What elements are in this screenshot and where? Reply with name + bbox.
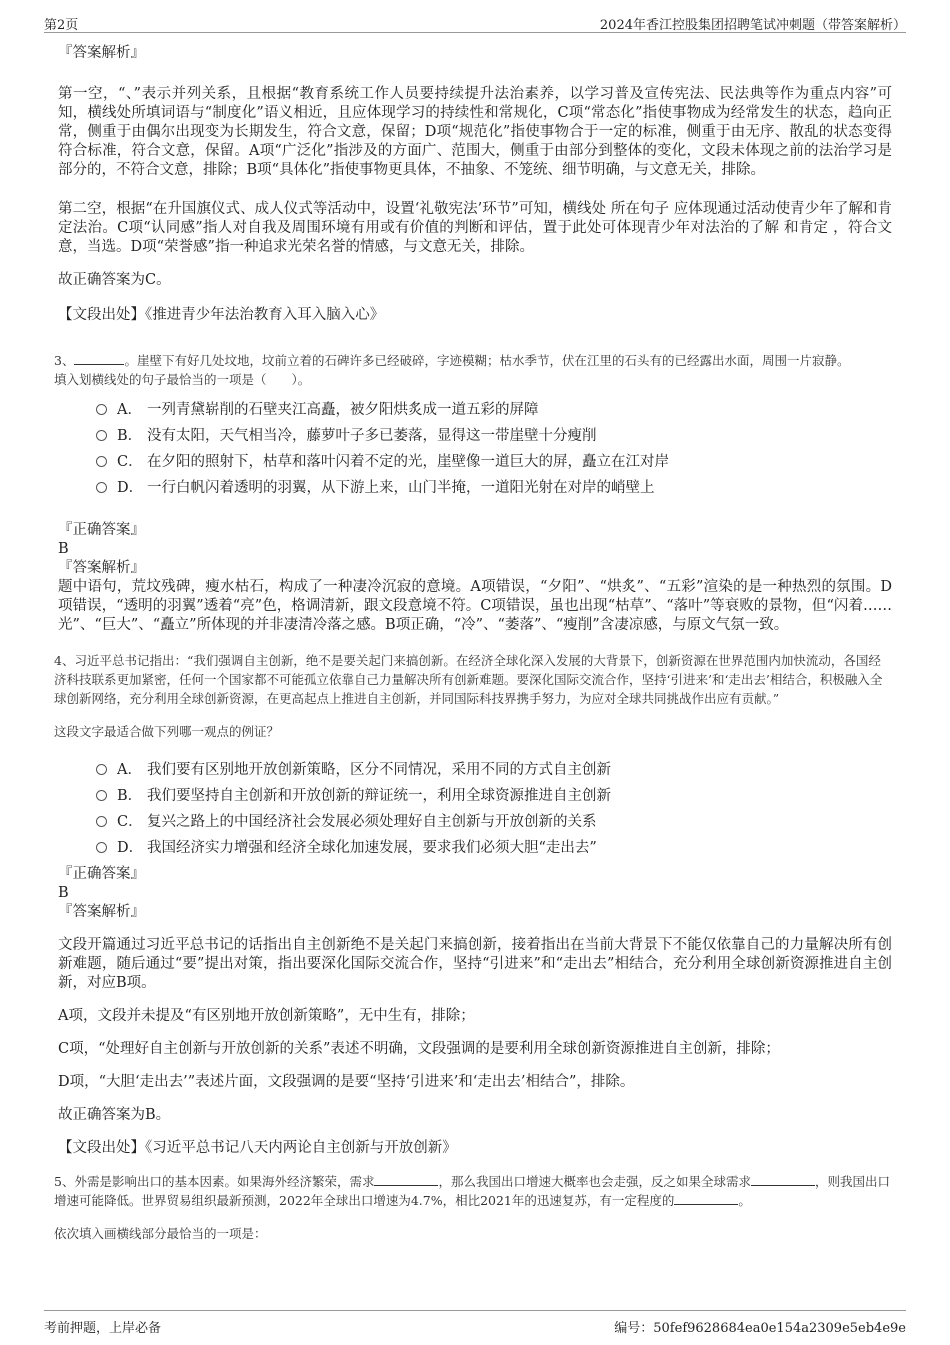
question-4-stem: 4、习近平总书记指出：“我们强调自主创新，绝不是要关起门来搞创新。在经济全球化深入发展的大背景下，创新资源在世界范围内加快流动，各国经济科技联系更加紧密，任何一个国家都不可能孤立依靠自己力量解决所有创新难题。要深化国际交流合作，坚持‘引进来’和‘走出去’相结合，积极融入全球创新网络，充分利用全球创新资源，在更高起点上推进自主创新，并同国际科技界携手努力，为应对全球共同挑战作出应有贡献。” xyxy=(54,653,883,706)
analysis-paragraph: C项，“处理好自主创新与开放创新的关系”表述不明确，文段强调的是要利用全球创新资源推进自主创新，排除； xyxy=(58,1041,780,1057)
question-5-prompt: 依次填入画横线部分最恰当的一项是： xyxy=(54,1226,267,1241)
source-citation: 【文段出处】《推进青少年法治教育入耳入脑入心》 xyxy=(58,307,385,323)
answer-statement: 故正确答案为C。 xyxy=(58,272,171,288)
option-a[interactable]: A． 我们要有区别地开放创新策略，区分不同情况，采用不同的方式自主创新 xyxy=(96,755,892,781)
correct-answer: B xyxy=(58,885,69,901)
fill-blank xyxy=(374,1173,438,1186)
page-number: 第2页 xyxy=(44,18,79,33)
answer-statement: 故正确答案为B。 xyxy=(58,1107,171,1123)
analysis-paragraph: 文段开篇通过习近平总书记的话指出自主创新绝不是关起门来搞创新，接着指出在当前大背景下不能仅依靠自己的力量解决所有创新难题，随后通过“要”提出对策，指出要深化国际交流合作，坚持“引进来”和“走出去”相结合，充分利用全球创新资源推进自主创新，对应B项。 xyxy=(58,937,892,991)
radio-icon[interactable] xyxy=(96,456,107,467)
fill-blank xyxy=(674,1192,738,1205)
fill-blank xyxy=(74,352,124,365)
option-b[interactable]: B． 我们要坚持自主创新和开放创新的辩证统一，利用全球资源推进自主创新 xyxy=(96,781,892,807)
analysis-label: 『答案解析』 xyxy=(58,45,145,61)
page-content xyxy=(54,44,892,1249)
footer-slogan: 考前押题，上岸必备 xyxy=(44,1321,162,1336)
radio-icon[interactable] xyxy=(96,790,107,801)
option-b[interactable]: B． 没有太阳，天气相当冷，藤萝叶子多已萎落，显得这一带崖壁十分瘦削 xyxy=(96,421,892,447)
analysis-paragraph: D项，“大胆‘走出去’”表述片面，文段强调的是要“坚持‘引进来’和‘走出去’相结合”，排除。 xyxy=(58,1074,635,1090)
question-4-options xyxy=(58,755,892,859)
option-a[interactable]: A． 一列青黛崭削的石壁夹江高矗，被夕阳烘炙成一道五彩的屏障 xyxy=(96,395,892,421)
question-4-prompt: 这段文字最适合做下列哪一观点的例证？ xyxy=(54,724,280,739)
analysis-paragraph: 题中语句，荒坟残碑，瘦水枯石，构成了一种凄冷沉寂的意境。A项错误，“夕阳”、“烘炙”、“五彩”渲染的是一种热烈的氛围。D项错误，“透明的羽翼”透着“亮”色，格调清新，跟文段意境不符。C项错误，虽也出现“枯草”、“落叶”等衰败的景物，但“闪着……光”、“巨大”、“矗立”所体现的并非凄清冷落之感。B项正确，“冷”、“萎落”、“瘦削”含凄凉感，与原文气氛一致。 xyxy=(58,579,892,633)
document-title: 2024年香江控股集团招聘笔试冲刺题（带答案解析） xyxy=(599,18,906,33)
analysis-paragraph: A项，文段并未提及“有区别地开放创新策略”，无中生有，排除； xyxy=(58,1008,475,1024)
radio-icon[interactable] xyxy=(96,482,107,493)
page-footer xyxy=(44,1310,906,1335)
radio-icon[interactable] xyxy=(96,764,107,775)
analysis-label: 『答案解析』 xyxy=(58,904,145,920)
document-id: 编号：50fef9628684ea0e154a2309e5eb4e9e xyxy=(614,1321,906,1336)
option-c[interactable]: C． 复兴之路上的中国经济社会发展必须处理好自主创新与开放创新的关系 xyxy=(96,807,892,833)
question-3-options xyxy=(58,395,892,499)
option-d[interactable]: D． 我国经济实力增强和经济全球化加速发展，要求我们必须大胆“走出去” xyxy=(96,833,892,859)
analysis-paragraph: 第一空，“、”表示并列关系，且根据“教育系统工作人员要持续提升法治素养，以学习普及宣传宪法、民法典等作为重点内容”可知，横线处所填词语与“制度化”语义相近，且应体现学习的持续性和常规化，C项“常态化”指使事物成为经常发生的状态，趋向正常，侧重于由偶尔出现变为长期发生，符合文意，保留；D项“规范化”指使事物合于一定的标准，侧重于由无序、散乱的状态变得符合标准，符合文意，保留。A项“广泛化”指涉及的方面广、范围大，侧重于由部分到整体的变化，文段未体现之前的法治学习是部分的，不符合文意，排除；B项“具体化”指使事物更具体，不抽象、不笼统、细节明确，与文意无关，排除。 xyxy=(58,86,892,178)
page-header xyxy=(44,12,906,33)
radio-icon[interactable] xyxy=(96,404,107,415)
fill-blank xyxy=(751,1173,815,1186)
correct-answer-label: 『正确答案』 xyxy=(58,522,145,538)
question-5-stem: 5、外需是影响出口的基本因素。如果海外经济繁荣，需求 ，那么我国出口增速大概率也会走强，反之如果全球需求 ，则我国出口增速可能降低。世界贸易组织最新预测，2022年全球出口增速为4.7%，相比2021年的迅速复苏，有一定程度的 。 xyxy=(54,1174,890,1208)
radio-icon[interactable] xyxy=(96,430,107,441)
question-3-prompt: 填入划横线处的句子最恰当的一项是（ ）。 xyxy=(54,372,311,387)
option-c[interactable]: C． 在夕阳的照射下，枯草和落叶闪着不定的光，崖壁像一道巨大的屏，矗立在江对岸 xyxy=(96,447,892,473)
correct-answer-label: 『正确答案』 xyxy=(58,866,145,882)
correct-answer: B xyxy=(58,541,69,557)
option-d[interactable]: D． 一行白帆闪着透明的羽翼，从下游上来，山门半掩，一道阳光射在对岸的峭壁上 xyxy=(96,473,892,499)
analysis-label: 『答案解析』 xyxy=(58,560,145,576)
source-citation: 【文段出处】《习近平总书记八天内两论自主创新与开放创新》 xyxy=(58,1140,457,1156)
radio-icon[interactable] xyxy=(96,842,107,853)
analysis-paragraph: 第二空，根据“在升国旗仪式、成人仪式等活动中，设置‘礼敬宪法’环节”可知，横线处 所在句子 应体现通过活动使青少年了解和肯定法治。C项“认同感”指人对自我及周围环境有用或有价值的判断和评估，置于此处可体现青少年对法治的了解 和肯定 ，符合文意，当选。D项“荣誉感”指一种追求光荣名誉的情感，与文意无关，排除。 xyxy=(58,201,892,255)
radio-icon[interactable] xyxy=(96,816,107,827)
question-3-stem: 3、 。崖壁下有好几处坟地，坟前立着的石碑许多已经破碎，字迹模糊；枯水季节，伏在江里的石头有的已经露出水面，周围一片寂静。 xyxy=(54,353,850,368)
